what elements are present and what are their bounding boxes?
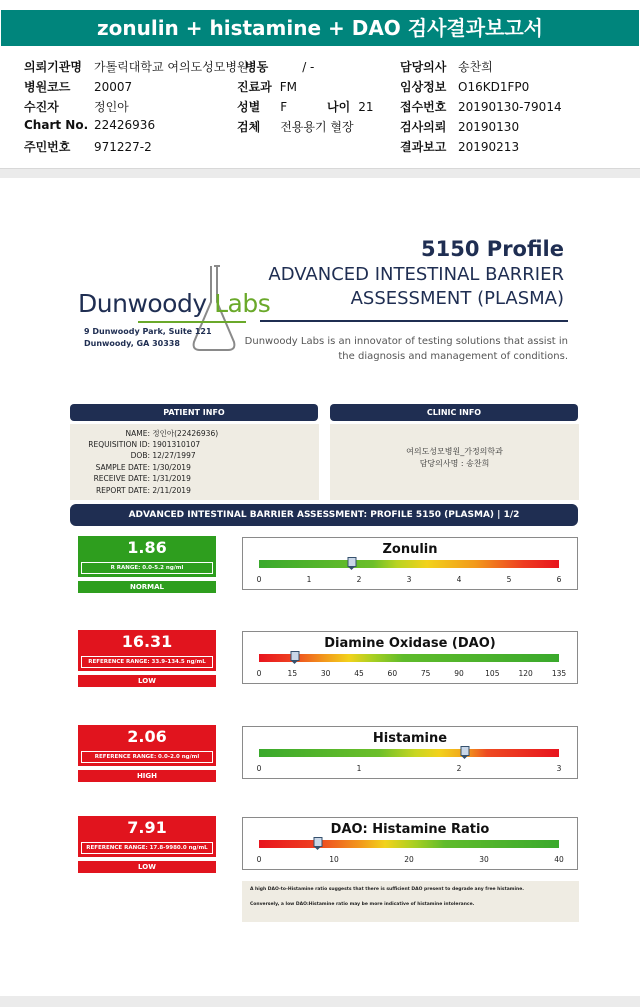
dunwoody-logo <box>78 264 271 354</box>
header-left-field: 주민번호 971227-2 <box>24 140 152 154</box>
result-gauge <box>242 631 578 684</box>
specimen-field: 검체 전용용기 혈장 <box>237 120 354 134</box>
gauge-tick-label: 5 <box>506 575 512 584</box>
report-title: zonulin + histamine + DAO 검사결과보고서 <box>1 10 639 46</box>
result-gauge <box>242 817 578 870</box>
ratio-note-box <box>242 881 579 922</box>
header-right-field: 검사의뢰 20190130 <box>400 120 520 134</box>
logo-address-line1: 9 Dunwoody Park, Suite 121 <box>84 327 212 336</box>
ratio-note-line2: Conversely, a low DAO:Histamine ratio may be more indicative of histamine intolerance. <box>250 902 475 907</box>
patient-info-row: NAME: 정인아(22426936) <box>125 429 219 438</box>
gauge-tick-label: 3 <box>556 764 562 773</box>
header-left-field: 병원코드 20007 <box>24 80 133 94</box>
gauge-tick-label: 90 <box>454 669 464 678</box>
gauge-bar <box>259 749 559 757</box>
lab-report-page <box>0 178 640 996</box>
tagline-line1: Dunwoody Labs is an innovator of testing solutions that assist in <box>244 336 568 347</box>
header-left-field: 수진자 정인아 <box>24 100 129 114</box>
logo-address-line2: Dunwoody, GA 30338 <box>84 339 180 348</box>
gauge-marker-icon <box>314 837 323 847</box>
patient-info-row: RECEIVE DATE: 1/31/2019 <box>93 474 191 483</box>
patient-info-header: PATIENT INFO <box>70 404 318 421</box>
gauge-tick-label: 4 <box>456 575 462 584</box>
section-title-bar: ADVANCED INTESTINAL BARRIER ASSESSMENT: PROFILE 5150 (PLASMA) | 1/2 <box>70 504 578 526</box>
logo-wordmark: Dunwoody Labs <box>78 289 271 318</box>
gauge-title: Zonulin <box>382 542 438 557</box>
result-box <box>78 725 216 782</box>
result-box <box>78 536 216 593</box>
gauge-tick-label: 0 <box>256 855 262 864</box>
header-right-field: 결과보고 20190213 <box>400 140 520 154</box>
gauge-title: Diamine Oxidase (DAO) <box>324 636 496 651</box>
result-flag: HIGH <box>78 770 216 782</box>
gauge-title: DAO: Histamine Ratio <box>330 822 490 837</box>
result-gauge <box>242 537 578 590</box>
gauge-bar <box>259 840 559 848</box>
gauge-tick-label: 120 <box>518 669 533 678</box>
gauge-tick-label: 40 <box>554 855 564 864</box>
result-value: 16.31 <box>121 632 173 651</box>
gauge-tick-label: 15 <box>287 669 298 678</box>
tagline-line2: the diagnosis and management of conditions. <box>338 351 568 362</box>
result-range: REFERENCE RANGE: 17.8-9980.0 ng/mL <box>81 842 213 854</box>
clinic-doctor: 담당의사명 : 송찬희 <box>419 459 490 468</box>
gauge-tick-label: 2 <box>356 575 362 584</box>
result-value: 1.86 <box>127 538 167 557</box>
result-gauge <box>242 726 578 779</box>
header-right-field: 임상정보 O16KD1FP0 <box>400 80 530 94</box>
result-range: REFERENCE RANGE: 0.0-2.0 ng/ml <box>81 751 213 763</box>
gauge-tick-label: 135 <box>551 669 567 678</box>
result-box <box>78 630 216 687</box>
header-right-field: 담당의사 송찬희 <box>400 60 493 74</box>
sex-field: 성별 F <box>237 100 288 114</box>
gauge-tick-label: 1 <box>356 764 362 773</box>
gauge-tick-label: 6 <box>556 575 562 584</box>
logo-underline <box>138 321 246 323</box>
gauge-tick-label: 60 <box>387 669 398 678</box>
gauge-tick-label: 30 <box>320 669 331 678</box>
clinic-info-header: CLINIC INFO <box>330 404 578 421</box>
result-value: 7.91 <box>127 818 167 837</box>
report-title-line2: ASSESSMENT (PLASMA) <box>350 288 564 309</box>
gauge-tick-label: 105 <box>485 669 500 678</box>
gauge-tick-label: 2 <box>456 764 462 773</box>
patient-info-row: DOB: 12/27/1997 <box>130 451 196 460</box>
report-title-line1: ADVANCED INTESTINAL BARRIER <box>268 264 564 285</box>
gauge-bar <box>259 560 559 568</box>
clinic-name: 여의도성모병원_가정의학과 <box>406 447 503 456</box>
result-value: 2.06 <box>127 727 167 746</box>
gauge-tick-label: 10 <box>329 855 339 864</box>
report-header <box>0 0 640 169</box>
gauge-tick-label: 3 <box>406 575 412 584</box>
gauge-tick-label: 0 <box>256 669 262 678</box>
age-field: 나이 21 <box>327 100 374 114</box>
result-flag: LOW <box>78 861 216 873</box>
gauge-marker-icon <box>291 651 300 661</box>
patient-info-row: REPORT DATE: 2/11/2019 <box>95 485 191 495</box>
result-flag: NORMAL <box>78 581 216 593</box>
gauge-tick-label: 0 <box>256 575 262 584</box>
result-flag: LOW <box>78 675 216 687</box>
dept-field: 진료과 FM <box>237 80 298 94</box>
gauge-tick-label: 75 <box>420 669 431 678</box>
header-left-field: 의뢰기관명 가톨릭대학교 여의도성모병원 <box>24 60 249 74</box>
result-range: REFERENCE RANGE: 33.9-134.5 ng/mL <box>81 656 213 668</box>
gauge-title: Histamine <box>372 731 448 746</box>
patient-info-box <box>70 424 319 500</box>
gauge-tick-label: 1 <box>306 575 312 584</box>
clinic-info-box <box>330 424 579 500</box>
ratio-note-line1: A high DAO-to-Histamine ratio suggests that there is sufficient DAO present to degrade any free histamine. <box>250 887 524 892</box>
gauge-marker-icon <box>348 557 357 567</box>
patient-info-row: REQUISITION ID: 1901310107 <box>88 439 201 449</box>
patient-info-row: SAMPLE DATE: 1/30/2019 <box>95 462 191 472</box>
profile-label: 5150 Profile <box>421 237 564 261</box>
header-right-field: 접수번호 20190130-79014 <box>400 100 562 114</box>
gauge-tick-label: 30 <box>479 855 489 864</box>
gauge-bar <box>259 654 559 662</box>
ward-field: 병동 / - <box>245 60 315 74</box>
title-rule <box>260 320 568 322</box>
result-range: R RANGE: 0.0-5.2 ng/ml <box>81 562 213 574</box>
gauge-tick-label: 0 <box>256 764 262 773</box>
result-box <box>78 816 216 873</box>
header-left-field: Chart No. 22426936 <box>24 118 156 132</box>
gauge-tick-label: 20 <box>404 855 414 864</box>
gauge-tick-label: 45 <box>354 669 364 678</box>
gauge-marker-icon <box>461 746 470 756</box>
